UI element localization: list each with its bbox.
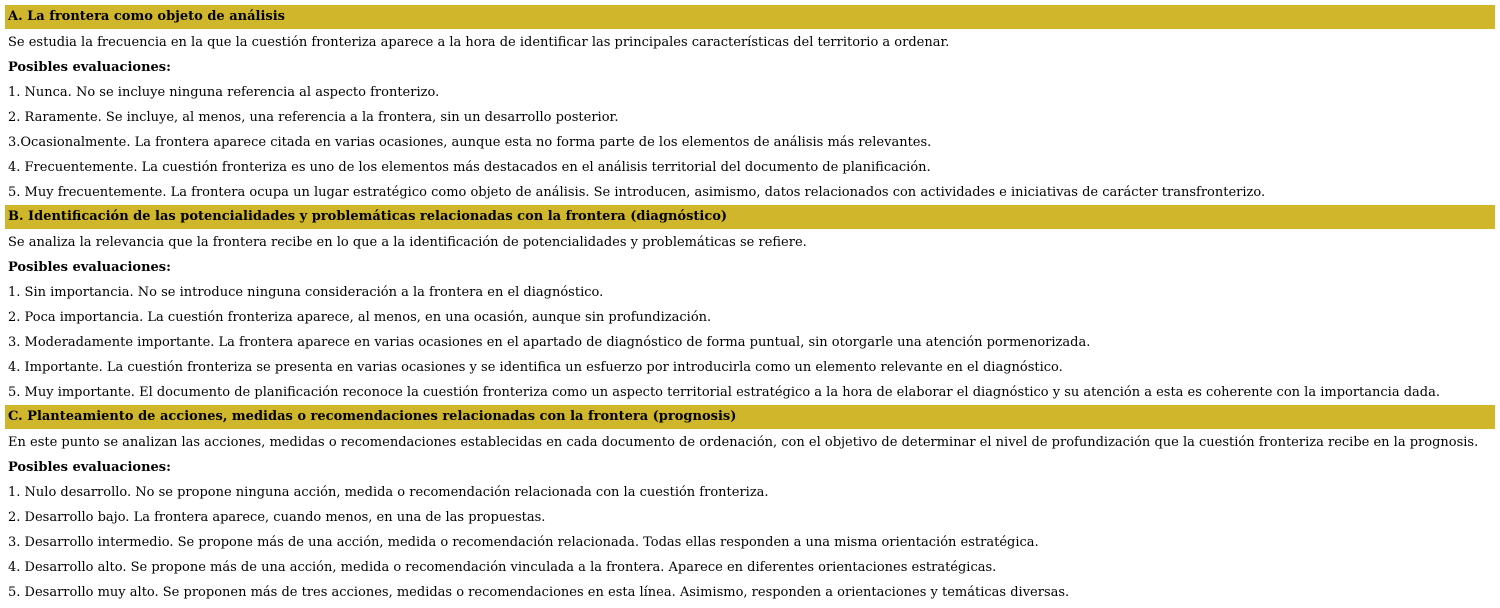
section-b-item-1: 1. Sin importancia. No se introduce ninguna consideración a la frontera en el diagnóstico. bbox=[8, 285, 604, 300]
section-c-item-3: 3. Desarrollo intermedio. Se propone más de una acción, medida o recomendación relacionada. Todas ellas responden a una misma orientación estratégica. bbox=[8, 535, 1039, 550]
section-c-evaluations-label: Posibles evaluaciones: bbox=[8, 460, 171, 475]
section-a-evaluations-label: Posibles evaluaciones: bbox=[8, 60, 171, 75]
section-b-item-5: 5. Muy importante. El documento de planificación reconoce la cuestión fronteriza como un aspecto territorial estratégico a la hora de elaborar el diagnóstico y su atención a esta es coherente con la importancia dada. bbox=[8, 385, 1440, 400]
section-a-item-2: 2. Raramente. Se incluye, al menos, una referencia a la frontera, sin un desarrollo posterior. bbox=[8, 110, 619, 125]
section-a-item-5: 5. Muy frecuentemente. La frontera ocupa un lugar estratégico como objeto de análisis. Se introducen, asimismo, datos relacionados con actividades e iniciativas de carácter transfronterizo. bbox=[8, 185, 1266, 200]
section-c-item-1: 1. Nulo desarrollo. No se propone ninguna acción, medida o recomendación relacionada con la cuestión fronteriza. bbox=[8, 485, 769, 500]
section-b-item-4: 4. Importante. La cuestión fronteriza se presenta en varias ocasiones y se identifica un esfuerzo por introducirla como un elemento relevante en el diagnóstico. bbox=[8, 360, 1063, 375]
section-b-header: B. Identificación de las potencialidades y problemáticas relacionadas con la frontera (diagnóstico) bbox=[5, 205, 1495, 229]
section-c-description: En este punto se analizan las acciones, medidas o recomendaciones establecidas en cada documento de ordenación, con el objetivo de determinar el nivel de profundización que la cuestión fronteriza recibe en la prognosis. bbox=[8, 435, 1479, 450]
evaluation-criteria-document bbox=[5, 5, 1495, 605]
section-c-item-5: 5. Desarrollo muy alto. Se proponen más de tres acciones, medidas o recomendaciones en esta línea. Asimismo, responden a orientaciones y temáticas diversas. bbox=[8, 585, 1070, 600]
section-c-item-2: 2. Desarrollo bajo. La frontera aparece, cuando menos, en una de las propuestas. bbox=[8, 510, 546, 525]
section-b-evaluations-label: Posibles evaluaciones: bbox=[8, 260, 171, 275]
section-a-description: Se estudia la frecuencia en la que la cuestión fronteriza aparece a la hora de identificar las principales características del territorio a ordenar. bbox=[8, 35, 950, 50]
section-c-item-4: 4. Desarrollo alto. Se propone más de una acción, medida o recomendación vinculada a la frontera. Aparece en diferentes orientaciones estratégicas. bbox=[8, 560, 997, 575]
section-a-item-3: 3.Ocasionalmente. La frontera aparece citada en varias ocasiones, aunque esta no forma parte de los elementos de análisis más relevantes. bbox=[8, 135, 932, 150]
section-b-item-3: 3. Moderadamente importante. La frontera aparece en varias ocasiones en el apartado de diagnóstico de forma puntual, sin otorgarle una atención pormenorizada. bbox=[8, 335, 1091, 350]
section-a-item-4: 4. Frecuentemente. La cuestión fronteriza es uno de los elementos más destacados en el análisis territorial del documento de planificación. bbox=[8, 160, 931, 175]
section-b-item-2: 2. Poca importancia. La cuestión fronteriza aparece, al menos, en una ocasión, aunque sin profundización. bbox=[8, 310, 712, 325]
section-a-header: A. La frontera como objeto de análisis bbox=[5, 5, 1495, 29]
section-c-header: C. Planteamiento de acciones, medidas o recomendaciones relacionadas con la frontera (prognosis) bbox=[5, 405, 1495, 429]
section-a-item-1: 1. Nunca. No se incluye ninguna referencia al aspecto fronterizo. bbox=[8, 85, 440, 100]
section-b-description: Se analiza la relevancia que la frontera recibe en lo que a la identificación de potencialidades y problemáticas se refiere. bbox=[8, 235, 807, 250]
